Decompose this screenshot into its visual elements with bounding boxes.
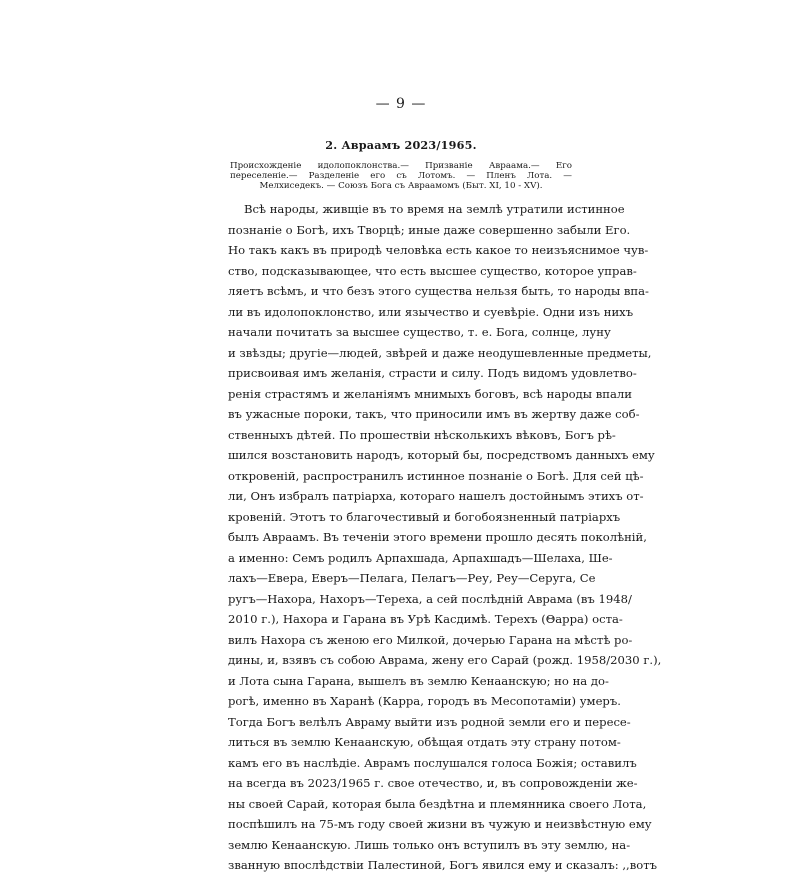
body-text: [228, 199, 662, 876]
text-line: ренія страстямъ и желаніямъ мнимыхъ боговъ, всѣ народы впали: [228, 386, 632, 401]
text-line: поспѣшилъ на 75-мъ году своей жизни въ чужую и неизвѣстную ему: [228, 817, 652, 831]
text-line: присвоивая имъ желанія, страсти и силу. Подъ видомъ удовлетво-: [228, 366, 637, 380]
text-line: ли, Онъ избралъ патріарха, котораго нашелъ достойнымъ этихъ от-: [228, 489, 644, 503]
chapter-summary: Происхожденіе идолопоклонства.— Призваніе Авраама.— Его переселеніе.— Разделеніе его съ Лотомъ. — Пленъ Лота. — Мелхиседекъ. — Союзъ Бога съ Авраамомъ (Быт. XI, 10 - XV).: [230, 161, 572, 191]
text-line: званную впослѣдствіи Палестиной, Богъ явился ему и сказалъ: ,,вотъ: [228, 858, 658, 872]
text-line: Тогда Богъ велѣлъ Авраму выйти изъ родной земли его и пересе-: [228, 714, 631, 729]
text-line: 2010 г.), Нахора и Гарана въ Урѣ Касдимѣ. Терехъ (Θарра) оста-: [228, 612, 623, 626]
text-line: былъ Авраамъ. Въ теченіи этого времени прошло десять поколѣній,: [228, 530, 647, 544]
text-line: ли въ идолопоклонство, или язычество и суевѣріе. Одни изъ нихъ: [228, 304, 634, 319]
book-page: [228, 92, 662, 872]
text-line: начали почитать за высшее существо, т. е. Бога, солнце, луну: [228, 325, 611, 339]
text-line: ляетъ всѣмъ, и что безъ этого существа нельзя быть, то народы впа-: [228, 284, 649, 298]
text-line: лахъ—Евера, Еверъ—Пелага, Пелагъ—Рeу, Реу—Серуга, Се: [228, 571, 596, 585]
text-line: вилъ Нахора съ женою его Милкой, дочерью Гарана на мѣстѣ ро-: [228, 632, 633, 647]
text-line: ругъ—Нахора, Нахоръ—Тереха, а сей послѣдній Аврама (въ 1948/: [228, 591, 632, 606]
text-line: откровеній, распространилъ истинное познаніе о Богѣ. Для сей цѣ-: [228, 468, 644, 483]
text-line: и звѣзды; другіе—людей, звѣрей и даже неодушевленные предметы,: [228, 345, 652, 360]
text-line: на всегда въ 2023/1965 г. свое отечество, и, въ сопровожденіи же-: [228, 776, 638, 790]
text-line: въ ужасные пороки, такъ, что приносили имъ въ жертву даже соб-: [228, 407, 640, 421]
text-line: кровеній. Этотъ то благочестивый и богобоязненный патріархъ: [228, 509, 621, 524]
text-line: камъ его въ наслѣдіе. Аврамъ послушался голоса Божія; оставилъ: [228, 755, 637, 770]
text-line: ны своей Сарай, которая была бездѣтна и племянника своего Лота,: [228, 796, 647, 811]
text-line: Всѣ народы, живщіе въ то время на землѣ утратили истинное: [244, 202, 625, 216]
text-line: рогѣ, именно въ Харанѣ (Карра, городъ въ Месопотаміи) умеръ.: [228, 694, 621, 708]
text-line: и Лота сына Гарана, вышелъ въ землю Кенаанскую; но на до-: [228, 673, 609, 688]
text-line: познаніе о Богѣ, ихъ Творцѣ; иные даже совершенно забыли Его.: [228, 222, 631, 237]
text-line: ство, подсказывающее, что есть высшее существо, которое управ-: [228, 263, 637, 278]
section-title: 2. Авраамъ 2023/1965.: [325, 138, 477, 152]
text-line: землю Кенаанскую. Лишь только онъ вступилъ въ эту землю, на-: [228, 837, 631, 852]
text-line: ственныхъ дѣтей. По прошествіи нѣсколькихъ вѣковъ, Богъ рѣ-: [228, 427, 616, 442]
text-line: Но такъ какъ въ природѣ человѣка есть какое то неизъяснимое чув-: [228, 243, 649, 257]
text-line: дины, и, взявъ съ собою Аврама, жену его Сарай (рожд. 1958/2030 г.),: [228, 653, 662, 667]
text-line: литься въ землю Кенаанскую, обѣщая отдать эту страну потом-: [228, 735, 621, 749]
text-line: а именно: Семъ родилъ Арпахшада, Арпахшадъ—Шелаха, Ше-: [228, 550, 613, 565]
text-line: шился возстановить народъ, который бы, посредствомъ данныхъ ему: [228, 448, 655, 462]
page-number: — 9 —: [375, 96, 427, 112]
